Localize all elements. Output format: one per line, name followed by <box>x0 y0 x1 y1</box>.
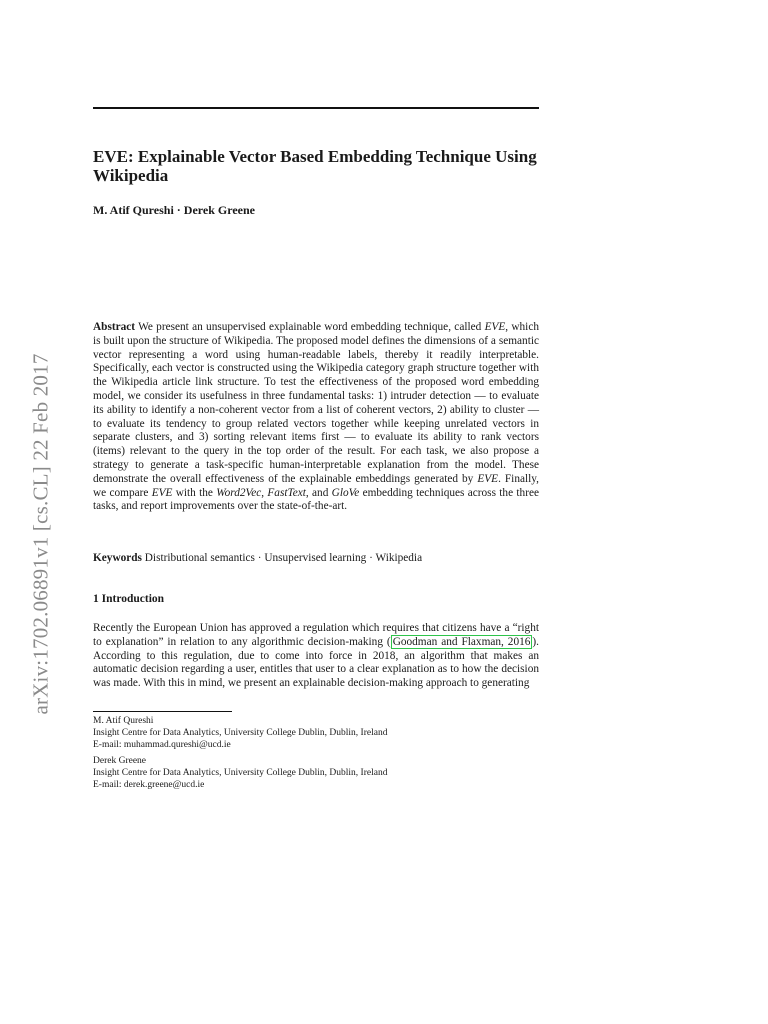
abstract-model-name: EVE <box>484 321 506 333</box>
abstract-paragraph <box>93 321 539 514</box>
intro-text: Recently the European Union has approved a regulation which requires that citizens have a “right to explanation” in relation to any algorithmic decision-making ( <box>93 622 539 648</box>
abstract-text: We present an unsupervised explainable word embedding technique, called <box>135 321 485 333</box>
arxiv-sidebar-stamp: arXiv:1702.06891v1 [cs.CL] 22 Feb 2017 <box>28 353 53 715</box>
abstract-text: embedding techniques across the three tasks, and report improvements over the state-of-the-art. <box>93 486 539 513</box>
author-list: M. Atif Qureshi · Derek Greene <box>93 203 255 217</box>
footnote-author-name: Derek Greene <box>93 756 147 766</box>
abstract-label: Abstract <box>93 321 136 333</box>
paper-title: EVE: Explainable Vector Based Embedding Technique Using Wikipedia <box>93 147 537 185</box>
header-rule <box>93 107 539 109</box>
footnote-email: E-mail: muhammad.qureshi@ucd.ie <box>93 740 231 750</box>
footnote-email: E-mail: derek.greene@ucd.ie <box>93 780 205 790</box>
abstract-text: , <box>261 486 268 499</box>
introduction-paragraph <box>93 622 539 691</box>
abstract-model-name: EVE <box>477 472 499 485</box>
footnote-affiliation: Insight Centre for Data Analytics, University College Dublin, Dublin, Ireland <box>93 768 388 778</box>
section-heading-introduction: 1 Introduction <box>93 593 165 605</box>
abstract-baseline-name: Word2Vec <box>216 486 262 499</box>
abstract-model-name: EVE <box>151 486 173 499</box>
footnote-author-name: M. Atif Qureshi <box>93 716 154 726</box>
keywords-text: Distributional semantics · Unsupervised learning · Wikipedia <box>141 552 423 564</box>
author-footnote <box>93 715 539 751</box>
author-footnote <box>93 755 539 791</box>
footnote-affiliation: Insight Centre for Data Analytics, University College Dublin, Dublin, Ireland <box>93 728 388 738</box>
abstract-text: . Finally, we compare <box>93 472 540 499</box>
abstract-text: , which is built upon the structure of Wikipedia. The proposed model defines the dimensions of a semantic vector representing a word using human-readable labels, thereby it readily interpretable. Specifically, each vector is constructed using the Wikipedia category graph structure together with the Wikipedia article link structure. To test the effectiveness of the proposed word embedding model, we consider its usefulness in three fundamental tasks: 1) intruder detection — to evaluate its ability to identify a non-coherent vector from a list of coherent vectors, 2) ability to cluster — to evaluate its tendency to group related vectors together while keeping unrelated vectors in separate clusters, and 3) sorting relevant items first — to evaluate its ability to rank vectors (items) relevant to the query in the top order of the result. For each task, we also propose a strategy to generate a task-specific human-interpretable explanation from the model. These demonstrate the overall effectiveness of the explainable embeddings generated by <box>93 321 539 485</box>
citation-link[interactable]: Goodman and Flaxman, 2016 <box>392 635 531 648</box>
abstract-text: , and <box>305 486 332 499</box>
intro-text: ). According to this regulation, due to come into force in 2018, an algorithm that makes an automatic decision regarding a user, entitles that user to a clear explanation as to how the decision was made. With this in mind, we present an explainable decision-making approach to generating <box>93 635 539 690</box>
keywords-line <box>93 552 539 566</box>
footnote-rule <box>93 711 232 712</box>
abstract-baseline-name: GloVe <box>331 486 360 499</box>
keywords-label: Keywords <box>93 552 142 564</box>
abstract-baseline-name: FastText <box>267 486 306 499</box>
abstract-text: with the <box>172 486 217 499</box>
